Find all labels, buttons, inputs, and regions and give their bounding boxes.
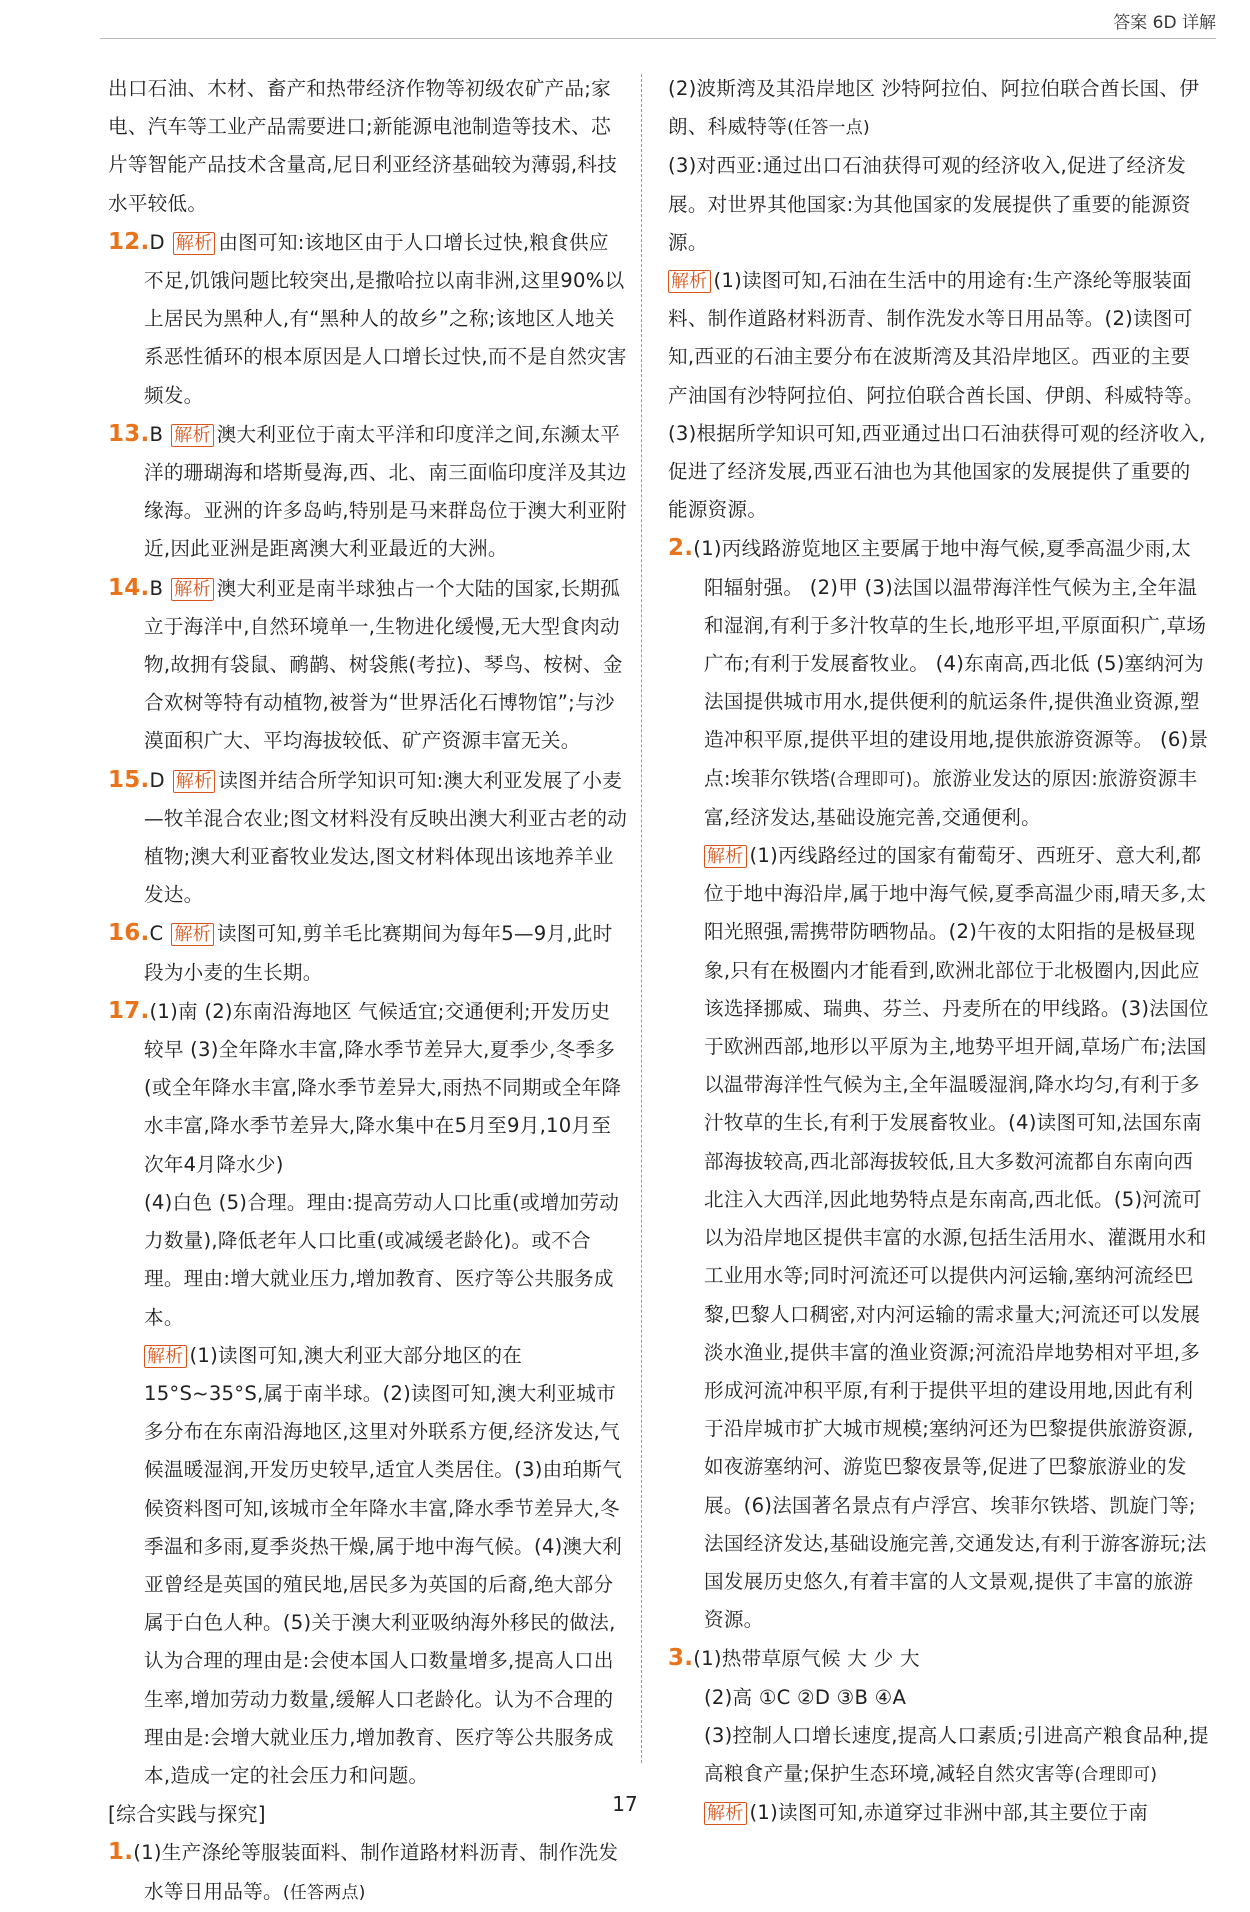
- analysis-text: (1)丙线路经过的国家有葡萄牙、西班牙、意大利,都位于地中海沿岸,属于地中海气候,夏季高温少雨,晴天多,太阳光照强,需携带防晒物品。(2)午夜的太阳指的是极昼现象,只有在极圈内才能看到,欧洲北部位于北极圈内,因此应该选择挪威、瑞典、芬兰、丹麦所在的甲线路。(3)法国位于欧洲西部,地形以平原为主,地势平坦开阔,草场广布;法国以温带海洋性气候为主,全年温暖湿润,降水均匀,有利于多汁牧草的生长,有利于发展畜牧业。(4)读图可知,法国东南部海拔较高,西北部海拔较低,且大多数河流都自东南向西北注入大西洋,因此地势特点是东南高,西北低。(5)河流可以为沿岸地区提供丰富的水源,包括生活用水、灌溉用水和工业用水等;同时河流还可以提供内河运输,塞纳河流经巴黎,巴黎人口稠密,对内河运输的需求量大;河流还可以发展淡水渔业,提供丰富的渔业资源;河流沿岸地势相对平坦,多形成河流冲积平原,有利于提供平坦的建设用地,因此有利于沿岸城市扩大城市规模;塞纳河还为巴黎提供旅游资源,如夜游塞纳河、游览巴黎夜景等,促进了巴黎旅游业的发展。(6)法国著名景点有卢浮宫、埃菲尔铁塔、凯旋门等;法国经济发达,基础设施完善,交通发达,有利于游客游玩;法国发展历史悠久,有着丰富的人文景观,提供了丰富的旅游资源。: [704, 844, 1209, 1632]
- answer-letter: B: [149, 576, 164, 600]
- analysis-tag: 解析: [173, 770, 216, 793]
- practice-answer-1-part3: (3)对西亚:通过出口石油获得可观的经济收入,促进了经济发展。对世界其他国家:为其他国家的发展提供了重要的能源资源。: [668, 154, 1191, 254]
- answer-text: (2)波斯湾及其沿岸地区 沙特阿拉伯、阿拉伯联合酋长国、伊朗、科威特等: [668, 77, 1200, 139]
- analysis-tag: 解析: [173, 232, 216, 255]
- header-rule: [100, 38, 1216, 39]
- page-number: 17: [612, 1792, 638, 1816]
- answer-17-analysis: [108, 1337, 628, 1795]
- answer-text: (3)控制人口增长速度,提高人口素质;引进高产粮食品种,提高粮食产量;保护生态环境,减轻自然灾害等: [704, 1723, 1209, 1785]
- analysis-text: 澳大利亚是南半球独占一个大陆的国家,长期孤立于海洋中,自然环境单一,生物进化缓慢,无大型食肉动物,故拥有袋鼠、鸸鹋、树袋熊(考拉)、琴鸟、桉树、金合欢树等特有动植物,被誉为“世界活化石博物馆”;与沙漠面积广大、平均海拔较低、矿产资源丰富无关。: [144, 576, 623, 753]
- question-number: 14.: [108, 574, 150, 601]
- answer-14: [108, 569, 628, 761]
- analysis-tag: 解析: [171, 424, 214, 447]
- question-number: 1.: [108, 1839, 134, 1866]
- answer-text: (1)热带草原气候 大 少 大: [693, 1647, 920, 1671]
- analysis-tag: 解析: [704, 1802, 747, 1825]
- answer-note: (任答两点): [282, 1882, 366, 1903]
- analysis-text: 读图可知,剪羊毛比赛期间为每年5—9月,此时段为小麦的生长期。: [144, 922, 613, 984]
- answer-text: (1)丙线路游览地区主要属于地中海气候,夏季高温少雨,太阳辐射强。 (2)甲 (3)法国以温带海洋性气候为主,全年温和湿润,有利于多汁牧草的生长,地形平坦,平原面积广,草场广布;有利于发展畜牧业。 (4)东南高,西北低 (5)塞纳河为法国提供城市用水,提供便利的航运条件,提供渔业资源,塑造冲积平原,提供平坦的建设用地,提供旅游资源等。 (6)景点:埃菲尔铁塔: [693, 537, 1209, 790]
- left-column: [108, 70, 628, 1912]
- answer-text-tail: 。旅游业发达的原因:旅游资源丰富,经济发达,基础设施完善,交通便利。: [704, 766, 1198, 829]
- practice-answer-1-part2: [668, 70, 1210, 147]
- header-brand: 答案 6D 详解: [1113, 13, 1216, 33]
- question-number: 3.: [668, 1645, 694, 1672]
- answer-letter: D: [149, 768, 165, 792]
- answer-12: [108, 223, 628, 415]
- answer-letter: C: [149, 922, 164, 946]
- practice-answer-3-part3: [668, 1717, 1210, 1794]
- practice-answer-1-analysis: [668, 262, 1210, 529]
- analysis-text: (1)读图可知,澳大利亚大部分地区的在15°S~35°S,属于南半球。(2)读图可知,澳大利亚城市多分布在东南沿海地区,这里对外联系方便,经济发达,气候温暖湿润,开发历史较早,适宜人类居住。(3)由珀斯气候资料图可知,该城市全年降水丰富,降水季节差异大,冬季温和多雨,夏季炎热干燥,属于地中海气候。(4)澳大利亚曾经是英国的殖民地,居民多为英国的后裔,绝大部分属于白色人种。(5)关于澳大利亚吸纳海外移民的做法,认为合理的理由是:会使本国人口数量增多,提高人口出生率,增加劳动力数量,缓解人口老龄化。认为不合理的理由是:会增大就业压力,增加教育、医疗等公共服务成本,造成一定的社会压力和问题。: [144, 1343, 623, 1787]
- answer-letter: B: [149, 422, 164, 446]
- analysis-text: 澳大利亚位于南太平洋和印度洋之间,东濒太平洋的珊瑚海和塔斯曼海,西、北、南三面临印度洋及其边缘海。亚洲的许多岛屿,特别是马来群岛位于澳大利亚附近,因此亚洲是距离澳大利亚最近的大洲。: [144, 422, 627, 561]
- answer-17: [108, 992, 628, 1184]
- question-number: 12.: [108, 228, 150, 255]
- question-number: 15.: [108, 766, 150, 793]
- answer-16: [108, 914, 628, 991]
- question-number: 13.: [108, 420, 150, 447]
- answer-letter: D: [149, 230, 165, 254]
- analysis-tag: 解析: [668, 270, 711, 293]
- right-column: [668, 70, 1210, 1832]
- analysis-tag: 解析: [704, 845, 747, 868]
- analysis-text: 由图可知:该地区由于人口增长过快,粮食供应不足,饥饿问题比较突出,是撒哈拉以南非洲,这里90%以上居民为黑种人,有“黑种人的故乡”之称;该地区人地关系恶性循环的根本原因是人口增长过快,而不是自然灾害频发。: [144, 230, 627, 407]
- answer-15: [108, 761, 628, 915]
- analysis-text: (1)读图可知,石油在生活中的用途有:生产涤纶等服装面料、制作道路材料沥青、制作洗发水等日用品等。(2)读图可知,西亚的石油主要分布在波斯湾及其沿岸地区。西亚的主要产油国有沙特阿拉伯、阿拉伯联合酋长国、伊朗、科威特等。(3)根据所学知识可知,西亚通过出口石油获得可观的经济收入,促进了经济发展,西亚石油也为其他国家的发展提供了重要的能源资源。: [668, 269, 1206, 522]
- analysis-tag: 解析: [171, 923, 214, 946]
- analysis-tag: 解析: [171, 578, 214, 601]
- answer-text: (1)南 (2)东南沿海地区 气候适宜;交通便利;开发历史较早 (3)全年降水丰富,降水季节差异大,夏季少,冬季多(或全年降水丰富,降水季节差异大,雨热不同期或全年降水丰富,降水季节差异大,降水集中在5月至9月,10月至次年4月降水少): [144, 999, 622, 1176]
- answer-note: (合理即可): [1074, 1764, 1158, 1785]
- answer-text: (1)生产涤纶等服装面料、制作道路材料沥青、制作洗发水等日用品等。: [133, 1841, 619, 1903]
- practice-answer-2: [668, 529, 1210, 837]
- practice-answer-3: [668, 1639, 1210, 1678]
- section-title: [综合实践与探究]: [108, 1802, 266, 1827]
- column-divider: [641, 74, 642, 1763]
- answer-note: (合理即可): [829, 769, 913, 790]
- question-number: 17.: [108, 997, 150, 1024]
- question-number: 2.: [668, 535, 694, 562]
- question-number: 16.: [108, 920, 150, 947]
- answer-17-part2: (4)白色 (5)合理。理由:提高劳动人口比重(或增加劳动力数量),降低老年人口比重(或减缓老龄化)。或不合理。理由:增大就业压力,增加教育、医疗等公共服务成本。: [144, 1190, 620, 1329]
- practice-answer-3-part2: (2)高 ①C ②D ③B ④A: [704, 1685, 907, 1709]
- practice-answer-1: [108, 1833, 628, 1911]
- answer-13: [108, 415, 628, 569]
- intro-paragraph: 出口石油、木材、畜产和热带经济作物等初级农矿产品;家电、汽车等工业产品需要进口;新能源电池制造等技术、芯片等智能产品技术含量高,尼日利亚经济基础较为薄弱,科技水平较低。: [108, 77, 618, 215]
- practice-answer-2-analysis: [668, 837, 1210, 1639]
- analysis-text: 读图并结合所学知识可知:澳大利亚发展了小麦—牧羊混合农业;图文材料没有反映出澳大利亚古老的动植物;澳大利亚畜牧业发达,图文材料体现出该地养羊业发达。: [144, 768, 628, 907]
- analysis-text: (1)读图可知,赤道穿过非洲中部,其主要位于南: [749, 1801, 1149, 1825]
- answer-note: (任答一点): [787, 118, 870, 139]
- analysis-tag: 解析: [144, 1345, 187, 1368]
